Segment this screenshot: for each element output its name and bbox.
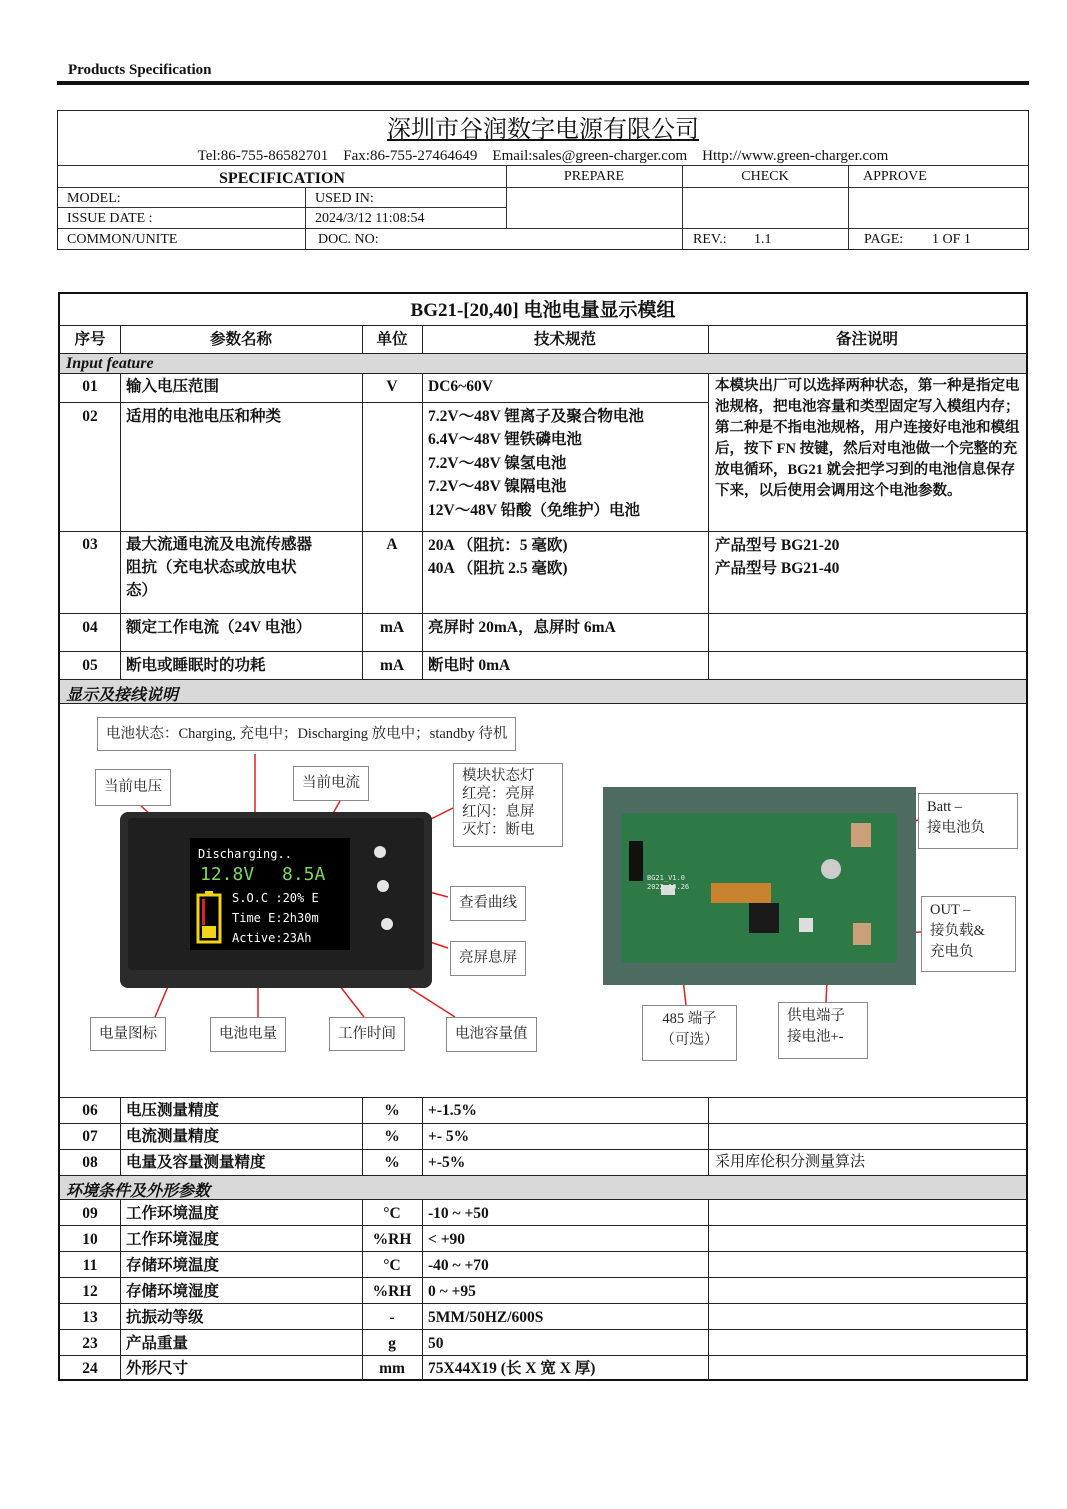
pcb-label-1: BG21_V1.0 bbox=[647, 874, 685, 882]
label-module-led bbox=[453, 763, 563, 847]
row-11-unit: °C bbox=[383, 1257, 401, 1274]
row-09-unit: °C bbox=[383, 1205, 401, 1222]
row-01-unit: V bbox=[386, 378, 398, 395]
row-12-name: 存储环境湿度 bbox=[126, 1283, 220, 1300]
row-07-no: 07 bbox=[82, 1128, 98, 1145]
spec-title: SPECIFICATION bbox=[219, 170, 345, 187]
row-08-name: 电量及容量测量精度 bbox=[126, 1154, 266, 1171]
row-24-no: 24 bbox=[82, 1360, 98, 1377]
led-off: 灭灯：断电 bbox=[462, 822, 535, 838]
row-02-no: 02 bbox=[82, 408, 98, 425]
row-13-name: 抗振动等级 bbox=[126, 1309, 204, 1326]
lcd-screen bbox=[190, 838, 350, 950]
common-unite-label: COMMON/UNITE bbox=[67, 232, 178, 247]
led-title: 模块状态灯 bbox=[462, 768, 535, 784]
row-06-spec: +-1.5% bbox=[428, 1102, 477, 1119]
rev-label: REV.: bbox=[693, 232, 727, 247]
row-02-spec-5: 12V～48V 铅酸（免维护）电池 bbox=[428, 502, 640, 519]
company-contact: Tel:86-755-86582701 Fax:86-755-27464649 Email:sales@green-charger.com Http://www.green-charger.com bbox=[197, 148, 889, 164]
screen-current: 8.5A bbox=[282, 864, 326, 885]
label-work-time: 工作时间 bbox=[329, 1017, 405, 1051]
row-08-no: 08 bbox=[82, 1154, 98, 1171]
header-remark: 备注说明 bbox=[835, 331, 898, 348]
row-12-no: 12 bbox=[82, 1283, 98, 1300]
label-485-port bbox=[642, 1005, 737, 1061]
row-10-no: 10 bbox=[82, 1231, 98, 1248]
row-13-no: 13 bbox=[82, 1309, 98, 1326]
row-23-no: 23 bbox=[82, 1335, 98, 1352]
model-label: MODEL: bbox=[67, 191, 121, 206]
row-03-name-1: 最大流通电流及电流传感器 bbox=[126, 536, 313, 553]
used-in-label: USED IN: bbox=[315, 191, 374, 206]
row-01-spec: DC6~60V bbox=[428, 378, 493, 395]
row-11-no: 11 bbox=[82, 1257, 98, 1274]
row-03-no: 03 bbox=[82, 536, 98, 553]
page-value: 1 OF 1 bbox=[932, 232, 971, 247]
row-05-spec: 断电时 0mA bbox=[428, 657, 511, 674]
label-screen-toggle: 亮屏息屏 bbox=[450, 941, 526, 976]
row-12-unit: %RH bbox=[372, 1283, 412, 1300]
row-13-spec: 5MM/50HZ/600S bbox=[428, 1309, 544, 1326]
out-note-1: 接负载& bbox=[930, 923, 985, 939]
page-label: PAGE: bbox=[864, 232, 904, 247]
row-03-name-3: 态） bbox=[126, 582, 158, 599]
screen-time: Time E:2h30m bbox=[232, 911, 319, 925]
row-01-name: 输入电压范围 bbox=[126, 378, 220, 395]
issue-date-label: ISSUE DATE : bbox=[67, 211, 153, 226]
row-24-unit: mm bbox=[379, 1360, 405, 1377]
label-out bbox=[921, 896, 1016, 972]
out-note-2: 充电负 bbox=[930, 944, 974, 960]
doc-no-label: DOC. NO: bbox=[318, 232, 379, 247]
row-10-spec: < +90 bbox=[428, 1231, 466, 1248]
row-02-spec-1: 7.2V～48V 锂离子及聚合物电池 bbox=[428, 408, 644, 425]
led-indicator bbox=[374, 846, 386, 858]
header-no: 序号 bbox=[74, 331, 106, 348]
row-03-spec-2: 40A （阻抗 2.5 毫欧) bbox=[428, 560, 568, 577]
row-04-name: 额定工作电流（24V 电池） bbox=[126, 619, 312, 636]
row-03-unit: A bbox=[386, 536, 398, 553]
batt-title: Batt – bbox=[927, 799, 963, 815]
power-port-note: 接电池+- bbox=[787, 1029, 844, 1045]
row-23-unit: g bbox=[388, 1335, 396, 1352]
document-header-label: Products Specification bbox=[68, 62, 212, 78]
row-02-name: 适用的电池电压和种类 bbox=[126, 408, 282, 425]
screen-soc: S.O.C :20% E bbox=[232, 891, 319, 905]
row-02-spec-3: 7.2V～48V 镍氢电池 bbox=[428, 455, 567, 472]
screen-voltage: 12.8V bbox=[200, 864, 255, 885]
row-04-spec: 亮屏时 20mA，息屏时 6mA bbox=[428, 619, 616, 636]
header-unit: 单位 bbox=[376, 331, 408, 348]
batt-note: 接电池负 bbox=[927, 820, 985, 836]
section-input-label: Input feature bbox=[66, 355, 154, 372]
pcb-label-2: 2022.10.26 bbox=[647, 883, 690, 891]
display-module-image bbox=[120, 812, 432, 988]
led-on: 红亮：亮屏 bbox=[462, 786, 535, 802]
battery-icon bbox=[196, 890, 222, 944]
row-23-name: 产品重量 bbox=[126, 1335, 189, 1352]
curve-button bbox=[377, 880, 389, 892]
row-10-unit: %RH bbox=[372, 1231, 412, 1248]
header-name: 参数名称 bbox=[209, 331, 272, 348]
row-04-no: 04 bbox=[82, 619, 98, 636]
row-06-no: 06 bbox=[82, 1102, 98, 1119]
row-11-spec: -40 ~ +70 bbox=[428, 1257, 489, 1274]
row-02-spec-4: 7.2V～48V 镍隔电池 bbox=[428, 478, 567, 495]
label-current-current: 当前电流 bbox=[293, 766, 369, 801]
screen-status: Discharging.. bbox=[198, 847, 292, 861]
row-09-no: 09 bbox=[82, 1205, 98, 1222]
power-port-title: 供电端子 bbox=[787, 1008, 845, 1024]
row-03-remark-1: 产品型号 BG21-20 bbox=[715, 537, 840, 554]
row-05-no: 05 bbox=[82, 657, 98, 674]
row-07-name: 电流测量精度 bbox=[126, 1128, 220, 1145]
row-07-unit: % bbox=[384, 1128, 400, 1145]
label-battery-level: 电池电量 bbox=[210, 1017, 286, 1052]
label-battery-icon: 电量图标 bbox=[90, 1017, 166, 1051]
rev-value: 1.1 bbox=[754, 232, 772, 247]
pcb-board-image bbox=[603, 787, 916, 985]
row-01-no: 01 bbox=[82, 378, 98, 395]
table-title: BG21-[20,40] 电池电量显示模组 bbox=[410, 300, 676, 321]
label-current-voltage: 当前电压 bbox=[95, 769, 171, 806]
led-blink: 红闪：息屏 bbox=[462, 804, 535, 820]
row-02-spec-2: 6.4V～48V 锂铁磷电池 bbox=[428, 431, 582, 448]
screen-button bbox=[381, 918, 393, 930]
label-view-curve: 查看曲线 bbox=[450, 886, 526, 921]
row-05-name: 断电或睡眠时的功耗 bbox=[126, 657, 266, 674]
out-title: OUT – bbox=[930, 902, 971, 918]
label-battery-capacity: 电池容量值 bbox=[446, 1017, 537, 1052]
row-08-remark: 采用库伦积分测量算法 bbox=[715, 1154, 866, 1170]
approve-label: APPROVE bbox=[863, 169, 927, 184]
row-24-name: 外形尺寸 bbox=[126, 1360, 189, 1377]
row-13-unit: - bbox=[389, 1309, 395, 1326]
row-08-unit: % bbox=[384, 1154, 400, 1171]
remark-01-02: 本模块出厂可以选择两种状态，第一种是指定电池规格，把电池容量和类型固定写入模组内存；第二种是不指电池规格，用户连接好电池和模组后，按下 FN 按键，然后对电池做一个完整的充放电循环，BG21 就会把学习到的电池信息保存下来，以后使用会调用这个电池参数。 bbox=[715, 378, 1020, 499]
row-04-unit: mA bbox=[379, 619, 405, 636]
row-09-name: 工作环境温度 bbox=[126, 1205, 220, 1222]
label-power-port bbox=[778, 1002, 868, 1059]
row-12-spec: 0 ~ +95 bbox=[428, 1283, 476, 1300]
check-label: CHECK bbox=[741, 169, 789, 184]
row-24-spec: 75X44X19 (长 X 宽 X 厚) bbox=[428, 1360, 596, 1377]
row-10-name: 工作环境湿度 bbox=[126, 1231, 220, 1248]
port-485-note: （可选） bbox=[660, 1032, 719, 1048]
row-07-spec: +- 5% bbox=[428, 1128, 470, 1145]
section-env-label: 环境条件及外形参数 bbox=[66, 1183, 211, 1200]
section-display-label: 显示及接线说明 bbox=[66, 687, 179, 704]
label-battery-state: 电池状态：Charging, 充电中；Discharging 放电中；standby 待机 bbox=[97, 717, 516, 751]
row-09-spec: -10 ~ +50 bbox=[428, 1205, 489, 1222]
prepare-label: PREPARE bbox=[563, 169, 625, 184]
company-name: 深圳市谷润数字电源有限公司 bbox=[387, 115, 699, 143]
row-03-name-2: 阻抗（充电状态或放电状 bbox=[126, 559, 297, 576]
row-05-unit: mA bbox=[379, 657, 405, 674]
row-03-remark-2: 产品型号 BG21-40 bbox=[715, 560, 840, 577]
screen-active: Active:23Ah bbox=[232, 931, 312, 945]
row-11-name: 存储环境温度 bbox=[126, 1257, 220, 1274]
row-03-spec-1: 20A （阻抗：5 毫欧) bbox=[428, 537, 568, 554]
label-batt bbox=[918, 793, 1018, 849]
port-485-title: 485 端子 bbox=[662, 1011, 717, 1027]
row-23-spec: 50 bbox=[428, 1335, 444, 1352]
row-06-name: 电压测量精度 bbox=[126, 1102, 220, 1119]
header-spec: 技术规范 bbox=[533, 331, 596, 348]
issue-date-value: 2024/3/12 11:08:54 bbox=[315, 211, 425, 226]
row-06-unit: % bbox=[384, 1102, 400, 1119]
row-08-spec: +-5% bbox=[428, 1154, 466, 1171]
